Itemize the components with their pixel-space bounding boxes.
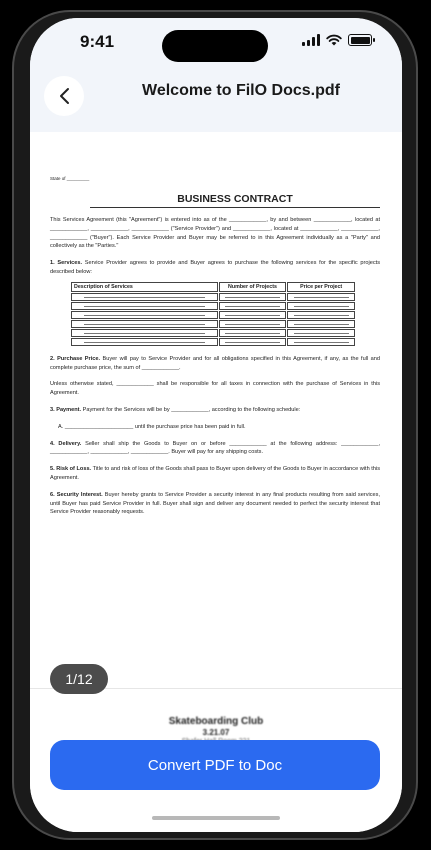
table-row	[71, 311, 355, 319]
security-text: Buyer hereby grants to Service Provider a security interest in any final products resulting from said services, until Buyer has paid Service Provider in full. Buyer shall sign and deliver any document needed to perfect the security interest that Service Provider reasonably requests.	[50, 491, 380, 516]
app-header	[30, 70, 402, 132]
table-cell	[71, 311, 218, 319]
next-page-line-1: Skateboarding Club	[168, 716, 264, 727]
risk-of-loss-paragraph	[50, 465, 380, 483]
home-indicator[interactable]	[152, 816, 280, 820]
table-cell	[219, 311, 287, 319]
table-cell	[219, 302, 287, 310]
table-header-projects: Number of Projects	[219, 282, 287, 292]
payment-schedule-line: A. ______________________ until the purchase price has been paid in full.	[58, 423, 246, 430]
table-cell	[287, 311, 355, 319]
table-row	[71, 293, 355, 301]
security-heading: 6. Security Interest.	[50, 491, 103, 498]
services-table	[70, 281, 356, 347]
purchase-price-paragraph	[50, 355, 380, 373]
back-button[interactable]	[44, 76, 84, 116]
status-time: 9:41	[80, 32, 115, 51]
risk-heading: 5. Risk of Loss.	[50, 466, 92, 473]
table-row	[71, 338, 355, 346]
pdf-page	[50, 176, 380, 517]
contract-title: BUSINESS CONTRACT	[90, 193, 380, 208]
table-cell	[71, 320, 218, 328]
status-bar	[30, 18, 402, 70]
delivery-text: Seller shall ship the Goods to Buyer on or before ____________ at the following address: ____________, ____________, ____________, ____________. Buyer will pay for any shipping costs.	[50, 440, 380, 456]
services-paragraph	[50, 259, 380, 277]
payment-paragraph	[50, 406, 380, 415]
battery-icon	[348, 34, 372, 46]
services-text: Service Provider agrees to provide and Buyer agrees to purchase the following services for the specific projects described below:	[50, 260, 381, 275]
taxes-paragraph: Unless otherwise stated, ____________ shall be responsible for all taxes in connection with the purchase of Services in this Agreement.	[50, 381, 380, 397]
table-cell	[219, 329, 287, 337]
next-page-line-2: 3.21.07	[202, 728, 230, 737]
table-cell	[287, 302, 355, 310]
services-heading: 1. Services.	[50, 260, 83, 267]
table-cell	[287, 338, 355, 346]
table-cell	[71, 302, 218, 310]
table-cell	[287, 320, 355, 328]
table-header-price: Price per Project	[287, 282, 355, 292]
table-cell	[287, 329, 355, 337]
table-cell	[71, 338, 218, 346]
wifi-icon	[326, 34, 342, 46]
delivery-heading: 4. Delivery.	[50, 440, 82, 447]
table-row	[71, 320, 355, 328]
cellular-signal-icon	[302, 34, 320, 46]
app-screen	[30, 18, 402, 832]
state-line: State of _________	[50, 176, 90, 181]
payment-text: Payment for the Services will be by ____________, according to the following schedule:	[81, 406, 301, 413]
chevron-left-icon	[58, 87, 70, 105]
table-cell	[219, 320, 287, 328]
security-interest-paragraph	[50, 491, 380, 517]
page-indicator: 1/12	[50, 664, 108, 694]
pdf-viewer[interactable]	[30, 132, 402, 832]
table-cell	[71, 329, 218, 337]
status-icons	[302, 34, 372, 46]
table-cell	[287, 293, 355, 301]
document-title: Welcome to FilO Docs.pdf	[142, 82, 340, 99]
table-cell	[219, 293, 287, 301]
table-row	[71, 329, 355, 337]
risk-text: Title to and risk of loss of the Goods shall pass to Buyer upon delivery of the Goods to Buyer in accordance with this Agreement.	[50, 466, 380, 481]
table-row	[71, 302, 355, 310]
intro-paragraph: This Services Agreement (this "Agreement") is entered into as of the ____________, by and between ____________, located at ____________, ____________, ____________ ("Service Provider") and ____________, located at ____________, ____________, ____________ ("Buyer"). Each Service Provider and Buyer may be referred to in this Agreement individually as a "Party" and collectively as the "Parties."	[50, 217, 380, 250]
purchase-heading: 2. Purchase Price.	[50, 355, 101, 362]
dynamic-island	[162, 30, 268, 62]
delivery-paragraph	[50, 440, 380, 458]
convert-pdf-button[interactable]: Convert PDF to Doc	[50, 740, 380, 790]
table-header-description: Description of Services	[71, 282, 218, 292]
table-cell	[219, 338, 287, 346]
purchase-text: Buyer will pay to Service Provider and for all obligations specified in this Agreement, if any, as the full and complete purchase price, the sum of ____________.	[50, 355, 380, 371]
table-cell	[71, 293, 218, 301]
payment-heading: 3. Payment.	[50, 406, 82, 413]
